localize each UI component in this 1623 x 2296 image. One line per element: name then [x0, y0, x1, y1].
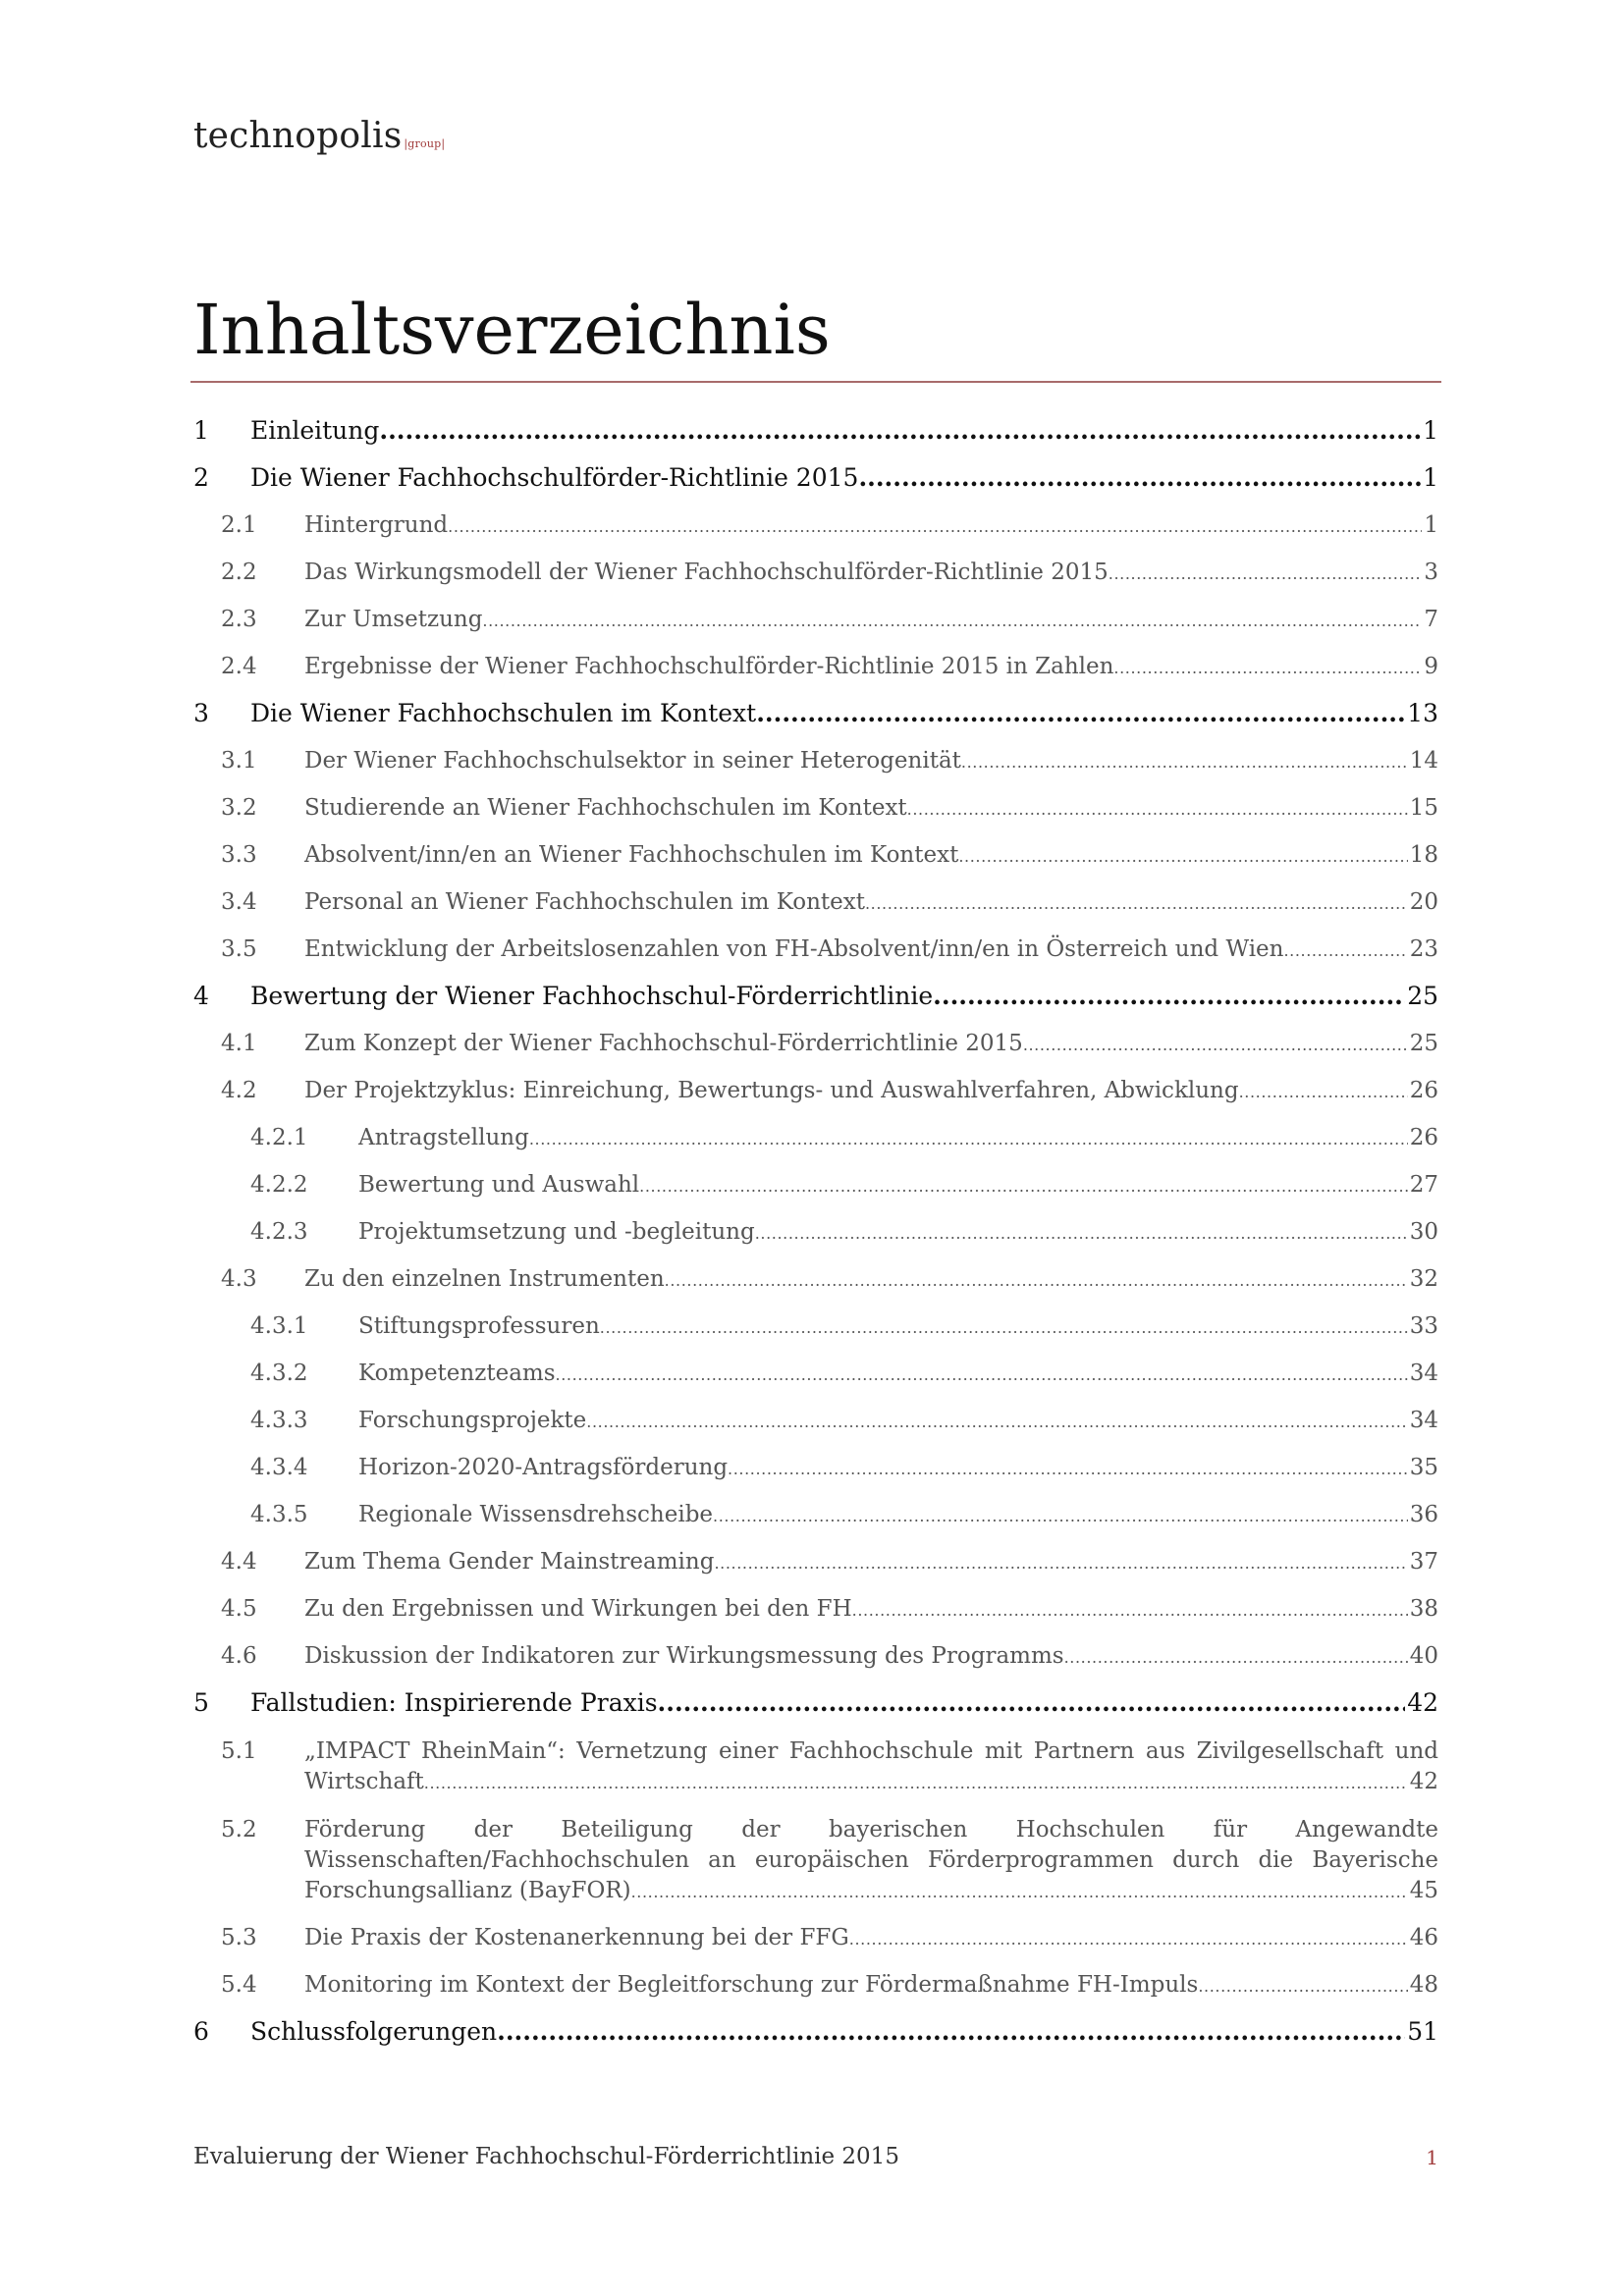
- toc-title: Die Praxis der Kostenanerkennung bei der FFG: [304, 1925, 849, 1950]
- toc-title: Hintergrund: [304, 512, 449, 538]
- toc-entry-6[interactable]: [193, 2008, 1438, 2056]
- toc-page: 37: [1409, 1549, 1438, 1575]
- toc-entry-3-2[interactable]: [193, 784, 1438, 831]
- logo-sub: |group|: [404, 137, 446, 150]
- toc-leader: [933, 973, 1405, 1020]
- toc-page: 18: [1409, 842, 1438, 868]
- toc-page: 3: [1424, 560, 1438, 585]
- toc-leader: [1109, 549, 1423, 598]
- toc-title: Diskussion der Indikatoren zur Wirkungsmessung des Programms: [304, 1643, 1064, 1669]
- toc-page: 13: [1407, 699, 1438, 727]
- footer-page-number: 1: [1426, 2146, 1438, 2169]
- toc-entry-2-4[interactable]: [193, 643, 1438, 690]
- toc-entry-4-3-3[interactable]: [193, 1397, 1438, 1444]
- toc-title: Das Wirkungsmodell der Wiener Fachhochschulförder-Richtlinie 2015: [304, 560, 1109, 585]
- toc-leader: [424, 1767, 1408, 1798]
- toc-leader: [865, 879, 1408, 928]
- toc-leader: [1113, 643, 1422, 692]
- toc-page: 15: [1409, 795, 1438, 821]
- toc-entry-3-4[interactable]: [193, 879, 1438, 926]
- toc-page: 45: [1409, 1878, 1438, 1903]
- toc-title: Kompetenzteams: [358, 1361, 556, 1386]
- toc-page: 42: [1407, 1688, 1438, 1717]
- toc-leader: [639, 1161, 1408, 1210]
- toc-number: 3.2: [221, 795, 257, 821]
- toc-entry-4-2[interactable]: [193, 1067, 1438, 1114]
- toc-number: 5: [193, 1688, 209, 1717]
- toc-leader: [529, 1114, 1408, 1163]
- toc-page: 38: [1409, 1596, 1438, 1622]
- toc-number: 4.1: [221, 1031, 257, 1056]
- toc-title: Zu den Ergebnissen und Wirkungen bei den FH: [304, 1596, 852, 1622]
- toc-number: 3.5: [221, 936, 257, 962]
- toc-leader: [1239, 1067, 1408, 1116]
- toc-number: 4.2.2: [250, 1172, 308, 1198]
- toc-title: Zum Thema Gender Mainstreaming: [304, 1549, 715, 1575]
- toc-leader: [665, 1255, 1408, 1305]
- toc-page: 36: [1409, 1502, 1438, 1527]
- toc-entry-2[interactable]: [193, 454, 1438, 502]
- toc-leader: [586, 1397, 1407, 1446]
- toc-entry-3-3[interactable]: [193, 831, 1438, 879]
- toc-leader: [755, 1208, 1408, 1257]
- toc-title: Die Wiener Fachhochschulförder-Richtlinie 2015: [250, 463, 859, 492]
- toc-number: 4.3.3: [250, 1408, 308, 1433]
- toc-title: Stiftungsprofessuren: [358, 1313, 600, 1339]
- toc-leader: [631, 1876, 1408, 1907]
- toc-entry-2-3[interactable]: [193, 596, 1438, 643]
- toc-number: 2.2: [221, 560, 257, 585]
- toc-leader: [714, 1538, 1407, 1587]
- toc-page: 14: [1409, 748, 1438, 774]
- toc-number: 4: [193, 982, 209, 1010]
- toc-entry-4-2-2[interactable]: [193, 1161, 1438, 1208]
- toc-page: 35: [1409, 1455, 1438, 1480]
- toc-number: 4.5: [221, 1596, 257, 1622]
- table-of-contents: [193, 407, 1438, 2056]
- toc-title: Forschungsprojekte: [358, 1408, 587, 1433]
- toc-title: Studierende an Wiener Fachhochschulen im Kontext: [304, 795, 907, 821]
- toc-leader: [849, 1914, 1408, 1963]
- toc-title: Die Wiener Fachhochschulen im Kontext: [250, 699, 757, 727]
- toc-page: 48: [1409, 1972, 1438, 1998]
- toc-entry-5-4[interactable]: [193, 1961, 1438, 2008]
- toc-title: Regionale Wissensdrehscheibe: [358, 1502, 714, 1527]
- toc-leader: [448, 502, 1422, 551]
- toc-title: Ergebnisse der Wiener Fachhochschulförder-Richtlinie 2015 in Zahlen: [304, 654, 1114, 679]
- toc-page: 27: [1409, 1172, 1438, 1198]
- toc-title: Bewertung der Wiener Fachhochschul-Förderrichtlinie: [250, 982, 934, 1010]
- toc-entry-1[interactable]: [193, 407, 1438, 454]
- toc-number: 4.3.2: [250, 1361, 308, 1386]
- toc-entry-4-3-4[interactable]: [193, 1444, 1438, 1491]
- toc-number: 2.1: [221, 512, 257, 538]
- toc-page: 30: [1409, 1219, 1438, 1245]
- toc-page: 20: [1409, 889, 1438, 915]
- toc-title-line: Wissenschaften/Fachhochschulen an europäischen Förderprogrammen durch die Bayerische: [304, 1847, 1438, 1873]
- toc-page: 42: [1409, 1769, 1438, 1794]
- toc-number: 3: [193, 699, 209, 727]
- toc-number: 5.1: [221, 1738, 257, 1764]
- toc-title: Zum Konzept der Wiener Fachhochschul-Förderrichtlinie 2015: [304, 1031, 1023, 1056]
- toc-entry-4-2-1[interactable]: [193, 1114, 1438, 1161]
- toc-entry-5-1[interactable]: [193, 1727, 1438, 1805]
- toc-page: 26: [1409, 1125, 1438, 1150]
- toc-entry-4-3-2[interactable]: [193, 1350, 1438, 1397]
- toc-page: 1: [1423, 416, 1438, 445]
- toc-leader: [379, 407, 1421, 454]
- toc-title: Horizon-2020-Antragsförderung: [358, 1455, 729, 1480]
- toc-entry-4-3-1[interactable]: [193, 1303, 1438, 1350]
- toc-page: 7: [1424, 607, 1438, 632]
- toc-number: 4.2: [221, 1078, 257, 1103]
- toc-title: Absolvent/inn/en an Wiener Fachhochschulen im Kontext: [304, 842, 959, 868]
- toc-entry-3-1[interactable]: [193, 737, 1438, 784]
- toc-page: 9: [1424, 654, 1438, 679]
- toc-leader: [1023, 1020, 1408, 1069]
- toc-entry-4-6[interactable]: [193, 1632, 1438, 1680]
- toc-page: 34: [1409, 1361, 1438, 1386]
- toc-title-line: „IMPACT RheinMain“: Vernetzung einer Fachhochschule mit Partnern aus Zivilgesellschaft und: [304, 1738, 1438, 1764]
- title-divider: [190, 381, 1441, 383]
- toc-page: 51: [1407, 2017, 1438, 2046]
- toc-title: Der Projektzyklus: Einreichung, Bewertungs- und Auswahlverfahren, Abwicklung: [304, 1078, 1239, 1103]
- toc-title: Einleitung: [250, 416, 380, 445]
- toc-number: 3.4: [221, 889, 257, 915]
- toc-entry-4-2-3[interactable]: [193, 1208, 1438, 1255]
- toc-leader: [728, 1444, 1408, 1493]
- toc-entry-5[interactable]: [193, 1680, 1438, 1727]
- toc-title: Schlussfolgerungen: [250, 2017, 498, 2046]
- toc-entry-2-2[interactable]: [193, 549, 1438, 596]
- toc-title: Monitoring im Kontext der Begleitforschung zur Fördermaßnahme FH-Impuls: [304, 1972, 1199, 1998]
- toc-leader: [852, 1585, 1408, 1634]
- toc-page: 25: [1409, 1031, 1438, 1056]
- toc-page: 40: [1409, 1643, 1438, 1669]
- toc-entry-4[interactable]: [193, 973, 1438, 1020]
- toc-number: 5.4: [221, 1972, 257, 1998]
- toc-entry-4-1[interactable]: [193, 1020, 1438, 1067]
- toc-number: 6: [193, 2017, 209, 2046]
- toc-entry-4-5[interactable]: [193, 1585, 1438, 1632]
- toc-page: 26: [1409, 1078, 1438, 1103]
- toc-number: 4.6: [221, 1643, 257, 1669]
- toc-page: 23: [1409, 936, 1438, 962]
- toc-leader: [600, 1303, 1408, 1352]
- toc-title: Der Wiener Fachhochschulsektor in seiner Heterogenität: [304, 748, 961, 774]
- footer-document-title: Evaluierung der Wiener Fachhochschul-Förderrichtlinie 2015: [193, 2144, 899, 2169]
- toc-leader: [1064, 1632, 1408, 1682]
- logo-main: technopolis: [193, 116, 403, 156]
- toc-page: 1: [1423, 463, 1438, 492]
- toc-page: 32: [1409, 1266, 1438, 1292]
- toc-number: 2.4: [221, 654, 257, 679]
- toc-leader: [482, 596, 1422, 645]
- toc-number: 4.3.4: [250, 1455, 308, 1480]
- toc-leader: [1198, 1961, 1407, 2010]
- toc-leader: [497, 2008, 1405, 2056]
- toc-entry-4-4[interactable]: [193, 1538, 1438, 1585]
- toc-page: 46: [1409, 1925, 1438, 1950]
- toc-number: 1: [193, 416, 209, 445]
- toc-title-last-line: Wirtschaft: [304, 1769, 424, 1794]
- toc-leader: [958, 831, 1407, 881]
- toc-leader: [756, 690, 1405, 737]
- toc-leader: [858, 454, 1421, 502]
- toc-title: Projektumsetzung und -begleitung: [358, 1219, 755, 1245]
- toc-page: 34: [1409, 1408, 1438, 1433]
- toc-leader: [556, 1350, 1408, 1399]
- page-title: Inhaltsverzeichnis: [193, 290, 831, 370]
- toc-leader: [713, 1491, 1408, 1540]
- toc-title: Bewertung und Auswahl: [358, 1172, 640, 1198]
- toc-entry-4-3-5[interactable]: [193, 1491, 1438, 1538]
- toc-number: 4.2.3: [250, 1219, 308, 1245]
- toc-number: 5.3: [221, 1925, 257, 1950]
- toc-leader: [961, 737, 1408, 786]
- toc-page: 25: [1407, 982, 1438, 1010]
- logo: [193, 116, 445, 156]
- toc-page: 33: [1409, 1313, 1438, 1339]
- toc-title: Antragstellung: [358, 1125, 529, 1150]
- toc-number: 3.1: [221, 748, 257, 774]
- toc-page: 1: [1424, 512, 1438, 538]
- toc-number: 5.2: [221, 1817, 257, 1842]
- toc-title: Personal an Wiener Fachhochschulen im Kontext: [304, 889, 865, 915]
- toc-entry-3-5[interactable]: [193, 926, 1438, 973]
- toc-title: Entwicklung der Arbeitslosenzahlen von FH-Absolvent/inn/en in Österreich und Wien: [304, 936, 1284, 962]
- toc-number: 4.3.1: [250, 1313, 308, 1339]
- toc-entry-4-3[interactable]: [193, 1255, 1438, 1303]
- toc-leader: [658, 1680, 1406, 1727]
- toc-number: 4.4: [221, 1549, 257, 1575]
- toc-number: 3.3: [221, 842, 257, 868]
- toc-entry-5-2[interactable]: [193, 1805, 1438, 1914]
- toc-number: 4.3.5: [250, 1502, 308, 1527]
- toc-title: Zu den einzelnen Instrumenten: [304, 1266, 665, 1292]
- toc-title: Zur Umsetzung: [304, 607, 483, 632]
- toc-title-last-line: Forschungsallianz (BayFOR): [304, 1878, 631, 1903]
- toc-entry-5-3[interactable]: [193, 1914, 1438, 1961]
- toc-number: 2: [193, 463, 209, 492]
- toc-number: 4.3: [221, 1266, 257, 1292]
- toc-entry-2-1[interactable]: [193, 502, 1438, 549]
- toc-title: Fallstudien: Inspirierende Praxis: [250, 1688, 658, 1717]
- toc-leader: [1283, 926, 1407, 975]
- toc-number: 4.2.1: [250, 1125, 308, 1150]
- toc-entry-3[interactable]: [193, 690, 1438, 737]
- toc-leader: [907, 784, 1408, 833]
- toc-number: 2.3: [221, 607, 257, 632]
- toc-title-line: Förderung der Beteiligung der bayerischen Hochschulen für Angewandte: [304, 1817, 1438, 1842]
